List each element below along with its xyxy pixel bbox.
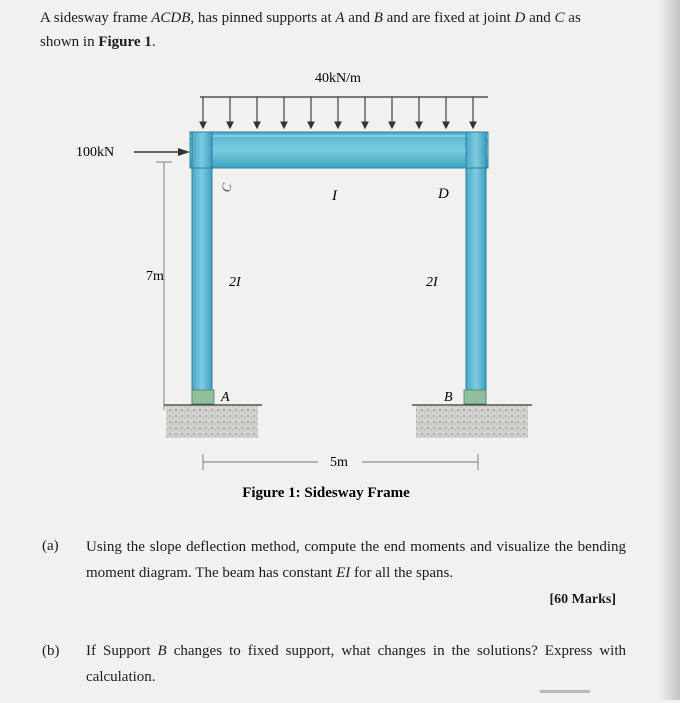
support-b-label: B bbox=[444, 390, 453, 405]
joint-c-label: C bbox=[218, 182, 235, 194]
page-edge-artifact bbox=[540, 690, 590, 703]
udl-arrows bbox=[200, 97, 476, 128]
page-shadow bbox=[658, 0, 680, 700]
joint-d-label: D bbox=[438, 186, 449, 202]
beam-inertia-label: I bbox=[332, 188, 337, 204]
point-load-label: 100kN bbox=[76, 145, 115, 160]
intro-line-1: A sidesway frame ACDB, has pinned supports at A and B and are fixed at joint D and C as bbox=[40, 10, 581, 26]
figure-caption: Figure 1: Sidesway Frame bbox=[242, 485, 410, 501]
support-a-ground bbox=[166, 406, 258, 438]
span-label: 5m bbox=[330, 455, 348, 470]
height-label: 7m bbox=[146, 269, 164, 284]
question-b-label: (b) bbox=[42, 643, 60, 659]
support-b-ground bbox=[416, 406, 528, 438]
point-load-arrowhead bbox=[178, 148, 190, 156]
question-a-label: (a) bbox=[42, 538, 59, 554]
col-right-inertia-label: 2I bbox=[426, 275, 438, 290]
udl-label: 40kN/m bbox=[315, 71, 361, 86]
support-a-label: A bbox=[221, 390, 230, 405]
col-left-inertia-label: 2I bbox=[229, 275, 241, 290]
beam-cd bbox=[190, 132, 488, 168]
support-a-base bbox=[192, 390, 214, 404]
question-a-text: Using the slope deflection method, compute the end moments and visualize the bending moment diagram. The beam has constant EI for all the spans. bbox=[86, 539, 626, 581]
question-a-marks: [60 Marks] bbox=[549, 592, 616, 607]
column-bd bbox=[466, 132, 486, 404]
column-ac bbox=[192, 132, 212, 404]
support-b-base bbox=[464, 390, 486, 404]
intro-line-2: shown in Figure 1. bbox=[40, 34, 156, 50]
question-b-text: If Support B changes to fixed support, what changes in the solutions? Express with calculation. bbox=[86, 643, 626, 685]
